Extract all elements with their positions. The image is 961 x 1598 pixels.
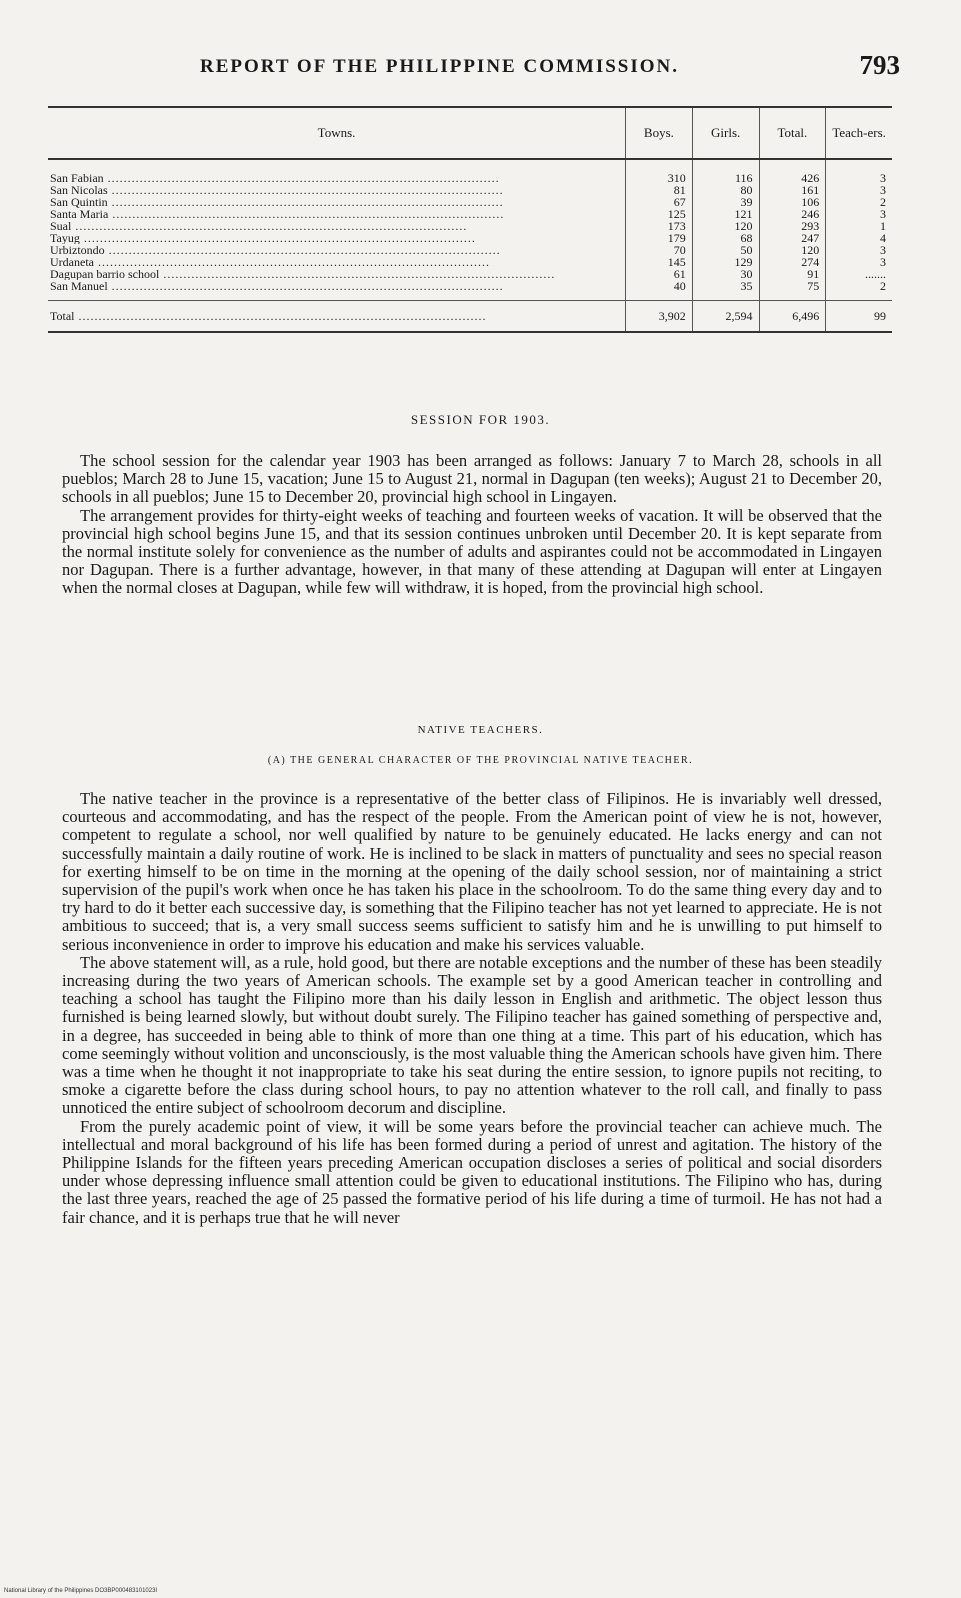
page-header [40, 50, 900, 90]
cell-boys: 61 [626, 268, 693, 280]
cell-town: Dagupan barrio school .................................................................................................. [50, 268, 556, 280]
cell-boys: 67 [626, 196, 693, 208]
cell-town: Tayug .................................................................................................. [50, 232, 476, 244]
cell-boys: 70 [626, 244, 693, 256]
cell-town: Urbiztondo .................................................................................................. [50, 244, 501, 256]
total-girls: 2,594 [692, 301, 759, 333]
column-header-towns: Towns. [48, 107, 626, 159]
cell-town: San Nicolas .................................................................................................. [50, 184, 504, 196]
total-total: 6,496 [759, 301, 826, 333]
section-heading-native-teachers: NATIVE TEACHERS. [417, 724, 544, 736]
cell-total: 274 [759, 256, 826, 268]
cell-town: San Fabian .................................................................................................. [50, 171, 500, 184]
cell-total: 161 [759, 184, 826, 196]
cell-girls: 30 [692, 268, 759, 280]
scan-footer: National Library of the Philippines DO3BP000483101023I [4, 1588, 158, 1594]
total-boys: 3,902 [626, 301, 693, 333]
cell-teachers: 1 [826, 220, 892, 232]
cell-teachers: ....... [826, 268, 892, 280]
cell-boys: 173 [626, 220, 693, 232]
table-row [48, 220, 892, 232]
cell-town: Sual .................................................................................................. [50, 220, 468, 232]
cell-boys: 145 [626, 256, 693, 268]
table-row [48, 159, 892, 184]
page-number: 793 [859, 50, 900, 80]
cell-girls: 120 [692, 220, 759, 232]
cell-girls: 39 [692, 196, 759, 208]
cell-total: 91 [759, 268, 826, 280]
session-text-block [62, 452, 882, 598]
paragraph: The arrangement provides for thirty-eight weeks of teaching and fourteen weeks of vacation. It will be observed that the provincial high school begins June 15, and that its session continues unbroken until December 20. It is kept separate from the normal institute solely for convenience as the number of adults and aspirantes could not be accommodated in Lingayen nor Dagupan. There is a further advantage, however, in that many of these attending at Dagupan will enter at Lingayen when the normal closes at Dagupan, while few will withdraw, it is hoped, from the provincial high school. [62, 505, 882, 598]
cell-teachers: 4 [826, 232, 892, 244]
total-teachers: 99 [826, 301, 892, 333]
column-header-boys: Boys. [626, 107, 693, 159]
cell-total: 426 [759, 159, 826, 184]
cell-teachers: 2 [826, 196, 892, 208]
table-row [48, 244, 892, 256]
cell-teachers: 3 [826, 208, 892, 220]
towns-table [48, 106, 892, 333]
cell-boys: 81 [626, 184, 693, 196]
cell-boys: 310 [626, 159, 693, 184]
cell-girls: 116 [692, 159, 759, 184]
table-row [48, 280, 892, 301]
cell-boys: 40 [626, 280, 693, 301]
cell-boys: 125 [626, 208, 693, 220]
column-header-total: Total. [759, 107, 826, 159]
cell-town: Santa Maria .................................................................................................. [50, 208, 505, 220]
column-header-teachers: Teach-ers. [826, 107, 892, 159]
paragraph: The school session for the calendar year 1903 has been arranged as follows: January 7 to March 28, schools in all pueblos; March 28 to June 15, vacation; June 15 to August 21, normal in Dagupan (ten weeks); August 21 to December 20, schools in all pueblos; June 15 to December 20, provincial high school in Lingayen. [62, 451, 882, 507]
cell-town: San Quintin .................................................................................................. [50, 196, 504, 208]
cell-town: San Manuel .................................................................................................. [50, 280, 504, 293]
table-body [48, 159, 892, 301]
table-row [48, 232, 892, 244]
cell-total: 120 [759, 244, 826, 256]
cell-girls: 35 [692, 280, 759, 301]
cell-teachers: 3 [826, 256, 892, 268]
cell-boys: 179 [626, 232, 693, 244]
cell-girls: 80 [692, 184, 759, 196]
cell-town: Urdaneta .................................................................................................. [50, 256, 490, 268]
cell-girls: 50 [692, 244, 759, 256]
table-row [48, 184, 892, 196]
cell-girls: 68 [692, 232, 759, 244]
cell-girls: 129 [692, 256, 759, 268]
table-header-row [48, 107, 892, 159]
paragraph: The above statement will, as a rule, hold good, but there are notable exceptions and the number of these has been steadily increasing during the two years of American schools. The example set by a good American teacher in controlling and teaching a school has taught the Filipino more than his daily lesson in English and arithmetic. The object lesson thus furnished is being learned slowly, but without doubt surely. The Filipino teacher has gained something of perspective and, in a degree, has succeeded in being able to think of more than one thing at a time. This part of his education, which has come seemingly without volition and unconsciously, is the most valuable thing the American schools have given him. There was a time when he thought it not inappropriate to take his seat during the entire session, to ignore pupils not reciting, to smoke a cigarette before the class during school hours, to pay no attention whatever to the roll call, and finally to pass unnoticed the entire subject of schoolroom decorum and discipline. [62, 952, 882, 1118]
cell-total: 75 [759, 280, 826, 301]
paragraph: From the purely academic point of view, it will be some years before the provincial teacher can achieve much. The intellectual and moral background of his life has been formed during a period of unrest and agitation. The history of the Philippine Islands for the fifteen years preceding American occupation discloses a series of political and social disorders under whose depressing influence small attention could be given to educational institutions. The Filipino who has, during the last three years, reached the age of 25 passed the formative period of his life during a time of turmoil. He has not had a fair chance, and it is perhaps true that he will never [62, 1116, 882, 1227]
cell-total: 106 [759, 196, 826, 208]
column-header-girls: Girls. [692, 107, 759, 159]
cell-teachers: 3 [826, 244, 892, 256]
cell-teachers: 3 [826, 184, 892, 196]
cell-total: 247 [759, 232, 826, 244]
cell-girls: 121 [692, 208, 759, 220]
section-heading-session: SESSION FOR 1903. [410, 412, 551, 427]
cell-teachers: 2 [826, 280, 892, 301]
table-row [48, 208, 892, 220]
paragraph: The native teacher in the province is a representative of the better class of Filipinos. He is invariably well dressed, courteous and accommodating, and has the respect of the people. From the American point of view he is not, however, competent to regulate a school, nor well qualified by nature to be genuinely educated. He lacks energy and can not successfully maintain a daily routine of work. He is inclined to be slack in matters of punctuality and sees no special reason for exerting himself to be on time in the morning at the opening of the daily school session, nor of maintaining a strict supervision of the pupil's work when once he has taken his place in the schoolroom. To do the same thing every day and to try hard to do it better each successive day, is something that the Filipino teacher has not yet learned to appreciate. He is not ambitious to succeed; that is, a very small success seems sufficient to satisfy him and he is unwilling to put himself to serious inconvenience in order to improve his education and make his services valuable. [62, 789, 882, 954]
subsection-heading-general-character: (A) THE GENERAL CHARACTER OF THE PROVINCIAL NATIVE TEACHER. [267, 755, 694, 766]
cell-total: 293 [759, 220, 826, 232]
table-row [48, 196, 892, 208]
table-row [48, 256, 892, 268]
cell-total: 246 [759, 208, 826, 220]
table-row [48, 268, 892, 280]
running-title: REPORT OF THE PHILIPPINE COMMISSION. [200, 56, 680, 77]
table-total-row [48, 301, 892, 333]
cell-teachers: 3 [826, 159, 892, 184]
native-teachers-text-block [62, 790, 882, 1227]
total-label: Total ...................................................................................................... [48, 301, 626, 333]
